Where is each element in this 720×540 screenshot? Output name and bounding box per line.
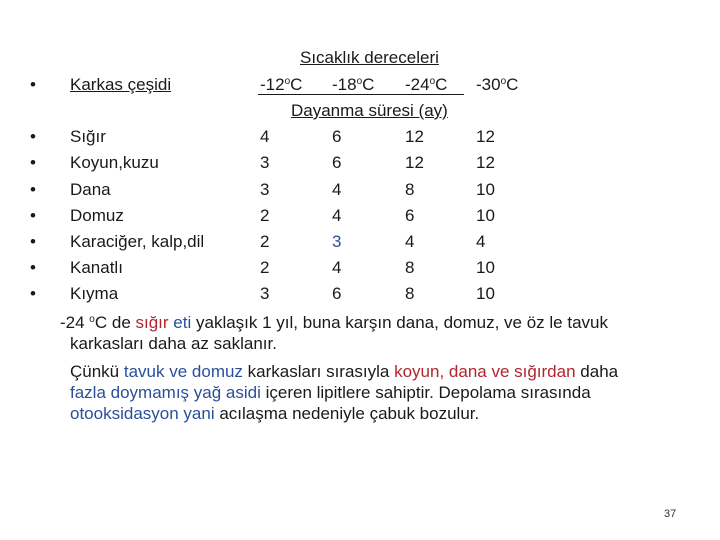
cell-value: 12 — [405, 153, 424, 172]
cell-value: 12 — [405, 127, 424, 146]
bullet: • — [30, 127, 36, 146]
bullet: • — [30, 258, 36, 277]
row-label: Kıyma — [70, 284, 119, 303]
paragraph-2-line-2: fazla doymamış yağ asidi içeren lipitlere sahiptir. Depolama sırasında — [70, 383, 591, 402]
row-label: Dana — [70, 180, 111, 199]
cell-value: 6 — [332, 284, 342, 303]
row-label: Domuz — [70, 206, 124, 225]
cell-value: 2 — [260, 258, 270, 277]
cell-value: 10 — [476, 206, 495, 225]
bullet: • — [30, 75, 36, 94]
paragraph-1-line-1: -24 $^o$C de sığır eti yaklaşık 1 yıl, buna karşın dana, domuz, ve öz le tavuk — [60, 313, 608, 332]
cell-value: 4 — [332, 206, 342, 225]
cell-value: 2 — [260, 232, 270, 251]
table-row — [0, 127, 720, 147]
bullet: • — [30, 153, 36, 172]
row-label: Koyun,kuzu — [70, 153, 159, 172]
table-row — [0, 180, 720, 200]
carcass-type-header: Karkas çeşidi — [70, 75, 172, 94]
bullet: • — [30, 206, 36, 225]
cell-value: 12 — [476, 127, 495, 146]
temp-minus-24: -24$^o$C — [405, 75, 448, 94]
cell-value: 2 — [260, 206, 270, 225]
paragraph-2-line-1: Çünkü tavuk ve domuz karkasları sırasıyla koyun, dana ve sığırdan daha — [70, 362, 619, 381]
duration-title: Dayanma süresi (ay) — [291, 101, 448, 120]
table-row — [0, 232, 720, 252]
cell-value: 4 — [260, 127, 270, 146]
cell-value: 8 — [405, 258, 415, 277]
temp-minus-12: -12$^o$C — [260, 75, 303, 94]
bullet: • — [30, 284, 36, 303]
bullet: • — [30, 232, 36, 251]
cell-value: 10 — [476, 180, 495, 199]
cell-value: 3 — [332, 232, 342, 251]
page-number: 37 — [664, 508, 677, 520]
cell-value: 3 — [260, 180, 270, 199]
cell-value: 4 — [476, 232, 486, 251]
cell-value: 10 — [476, 284, 495, 303]
table-row — [0, 258, 720, 278]
cell-value: 4 — [405, 232, 415, 251]
paragraph-1-line-2: karkasları daha az saklanır. — [70, 334, 277, 353]
cell-value: 12 — [476, 153, 495, 172]
cell-value: 3 — [260, 284, 270, 303]
temp-minus-18: -18$^o$C — [332, 75, 375, 94]
table-row — [0, 284, 720, 304]
header-row — [0, 75, 720, 95]
temp-minus-30: -30$^o$C — [476, 75, 519, 94]
cell-value: 10 — [476, 258, 495, 277]
paragraph-2-line-3: otooksidasyon yani acılaşma nedeniyle çabuk bozulur. — [70, 404, 480, 423]
cell-value: 4 — [332, 180, 342, 199]
cell-value: 6 — [405, 206, 415, 225]
cell-value: 8 — [405, 284, 415, 303]
table-row — [0, 206, 720, 226]
row-label: Sığır — [70, 127, 106, 146]
temperature-title: Sıcaklık dereceleri — [300, 48, 439, 67]
row-label: Karaciğer, kalp,dil — [70, 232, 205, 251]
cell-value: 6 — [332, 153, 342, 172]
cell-value: 6 — [332, 127, 342, 146]
temp-underline — [258, 94, 464, 95]
cell-value: 4 — [332, 258, 342, 277]
cell-value: 8 — [405, 180, 415, 199]
row-label: Kanatlı — [70, 258, 123, 277]
bullet: • — [30, 180, 36, 199]
cell-value: 3 — [260, 153, 270, 172]
table-row — [0, 153, 720, 173]
